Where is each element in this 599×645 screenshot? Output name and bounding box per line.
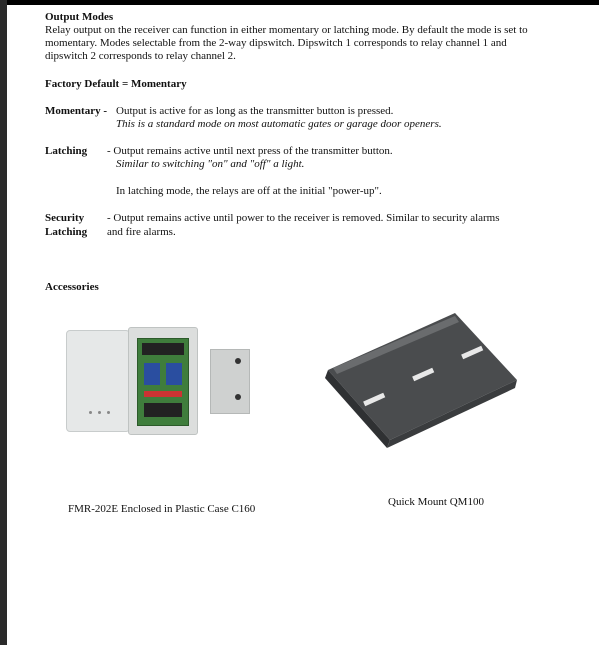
intro-line: dipswitch 2 corresponds to relay channel 2. [45, 50, 236, 62]
latching-description: - Output remains active until next press of the transmitter button. [107, 145, 393, 157]
caption-quick-mount: Quick Mount QM100 [388, 496, 484, 508]
left-border [0, 0, 7, 645]
case-lid [66, 330, 130, 432]
security-description: - Output remains active until power to the receiver is removed. Similar to security alarms [107, 212, 500, 224]
case-body [128, 327, 198, 435]
accessories-heading: Accessories [45, 281, 99, 293]
momentary-label: Momentary - [45, 105, 108, 117]
security-label-line2: Latching [45, 226, 88, 238]
intro-line: Relay output on the receiver can function in either momentary or latching mode. By default the mode is set to [45, 24, 528, 36]
top-border [0, 0, 599, 5]
intro-line: momentary. Modes selectable from the 2-way dipswitch. Dipswitch 1 corresponds to relay channel 1 and [45, 37, 507, 49]
latching-label: Latching [45, 145, 88, 157]
mounting-plate [210, 349, 250, 414]
caption-fmr-202e: FMR-202E Enclosed in Plastic Case C160 [68, 503, 256, 515]
security-label-line1: Security [45, 212, 85, 224]
momentary-description: Output is active for as long as the transmitter button is pressed. [116, 105, 394, 117]
latching-powerup-note: In latching mode, the relays are off at the initial "power-up". [116, 185, 382, 197]
security-description-cont: and fire alarms. [107, 226, 176, 238]
momentary-note: This is a standard mode on most automatic gates or garage door openers. [116, 118, 442, 130]
circuit-board [137, 338, 189, 426]
quick-mount-image [325, 310, 520, 450]
section-heading: Output Modes [45, 11, 114, 23]
factory-default: Factory Default = Momentary [45, 78, 187, 90]
latching-note: Similar to switching "on" and "off" a light. [116, 158, 305, 170]
